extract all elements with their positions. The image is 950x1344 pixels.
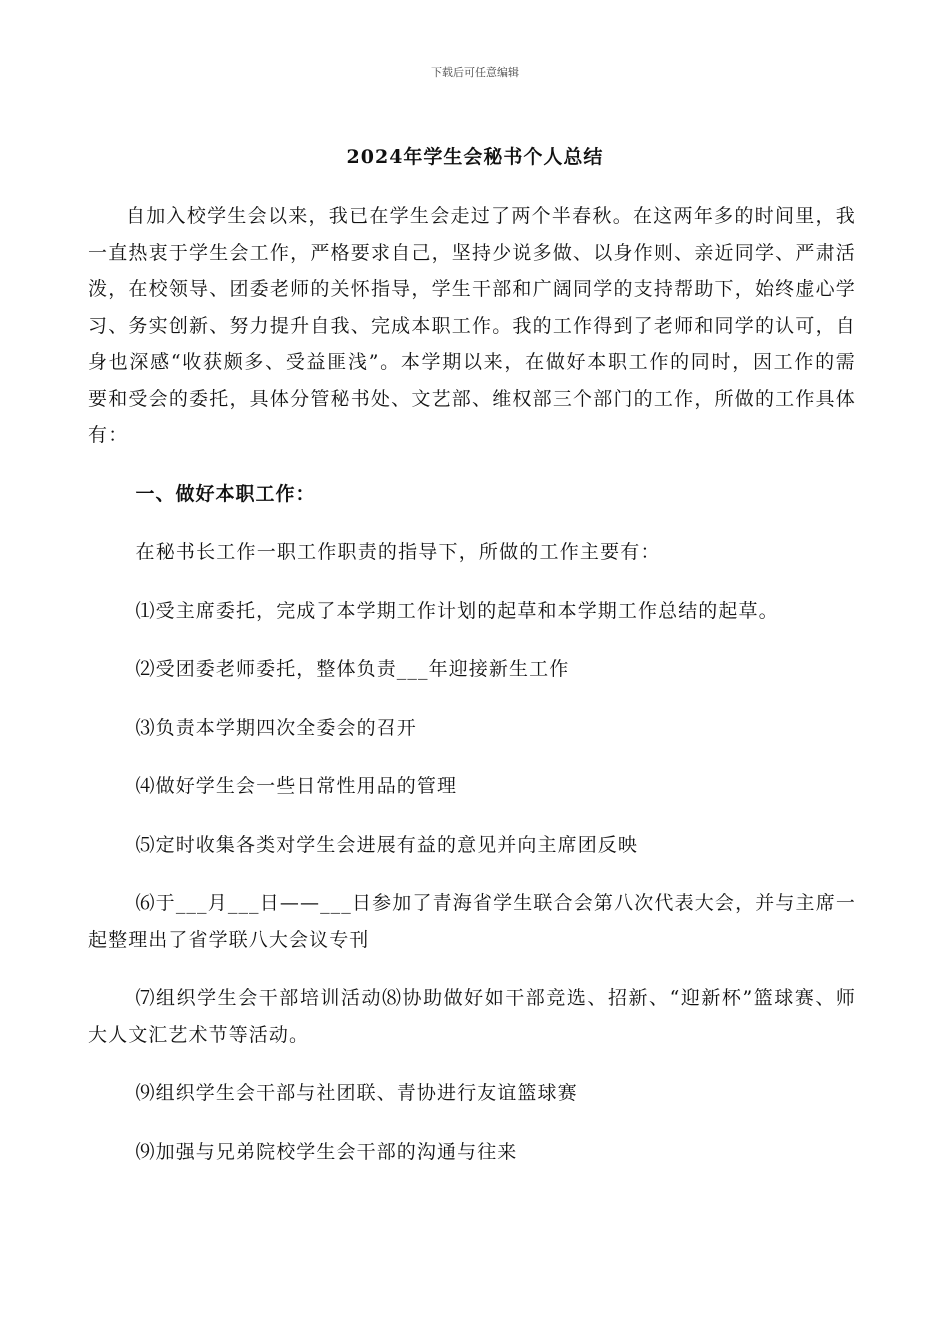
list-item: ⑶负责本学期四次全委会的召开 (135, 716, 417, 739)
document-body (88, 198, 856, 1170)
list-item: ⑸定时收集各类对学生会进展有益的意见并向主席团反映 (135, 833, 639, 856)
list-item: ⑺组织学生会干部培训活动⑻协助做好如干部竞选、招新、“迎新杯”篮球赛、师大人文汇艺术节等活动。 (88, 987, 856, 1046)
section-heading: 一、做好本职工作： (135, 482, 316, 505)
list-item: ⑵受团委老师委托，整体负责___年迎接新生工作 (135, 658, 570, 680)
list-item: ⑹于___月___日——___日参加了青海省学生联合会第八次代表大会，并与主席一起整理出了省学联八大会议专刊 (88, 892, 856, 951)
list-item: ⑷做好学生会一些日常性用品的管理 (135, 775, 458, 797)
header-note: 下载后可任意编辑 (431, 66, 519, 79)
intro-paragraph: 自加入校学生会以来，我已在学生会走过了两个半春秋。在这两年多的时间里，我一直热衷于学生会工作，严格要求自己，坚持少说多做、以身作则、亲近同学、严肃活泼，在校领导、团委老师的关怀指导，学生干部和广阔同学的支持帮助下，始终虚心学习、务实创新、努力提升自我、完成本职工作。我的工作得到了老师和同学的认可，自身也深感“收获颇多、受益匪浅”。本学期以来，在做好本职工作的同时，因工作的需要和受会的委托，具体分管秘书处、文艺部、维权部三个部门的工作，所做的工作具体有： (88, 205, 856, 446)
list-item: ⑼加强与兄弟院校学生会干部的沟通与往来 (135, 1140, 518, 1163)
list-item: ⑼组织学生会干部与社团联、青协进行友谊篮球赛 (135, 1082, 578, 1104)
section-lead: 在秘书长工作一职工作职责的指导下，所做的工作主要有： (135, 541, 661, 563)
list-item: ⑴受主席委托，完成了本学期工作计划的起草和本学期工作总结的起草。 (135, 599, 779, 622)
document-title: 2024年学生会秘书个人总结 (346, 146, 604, 168)
